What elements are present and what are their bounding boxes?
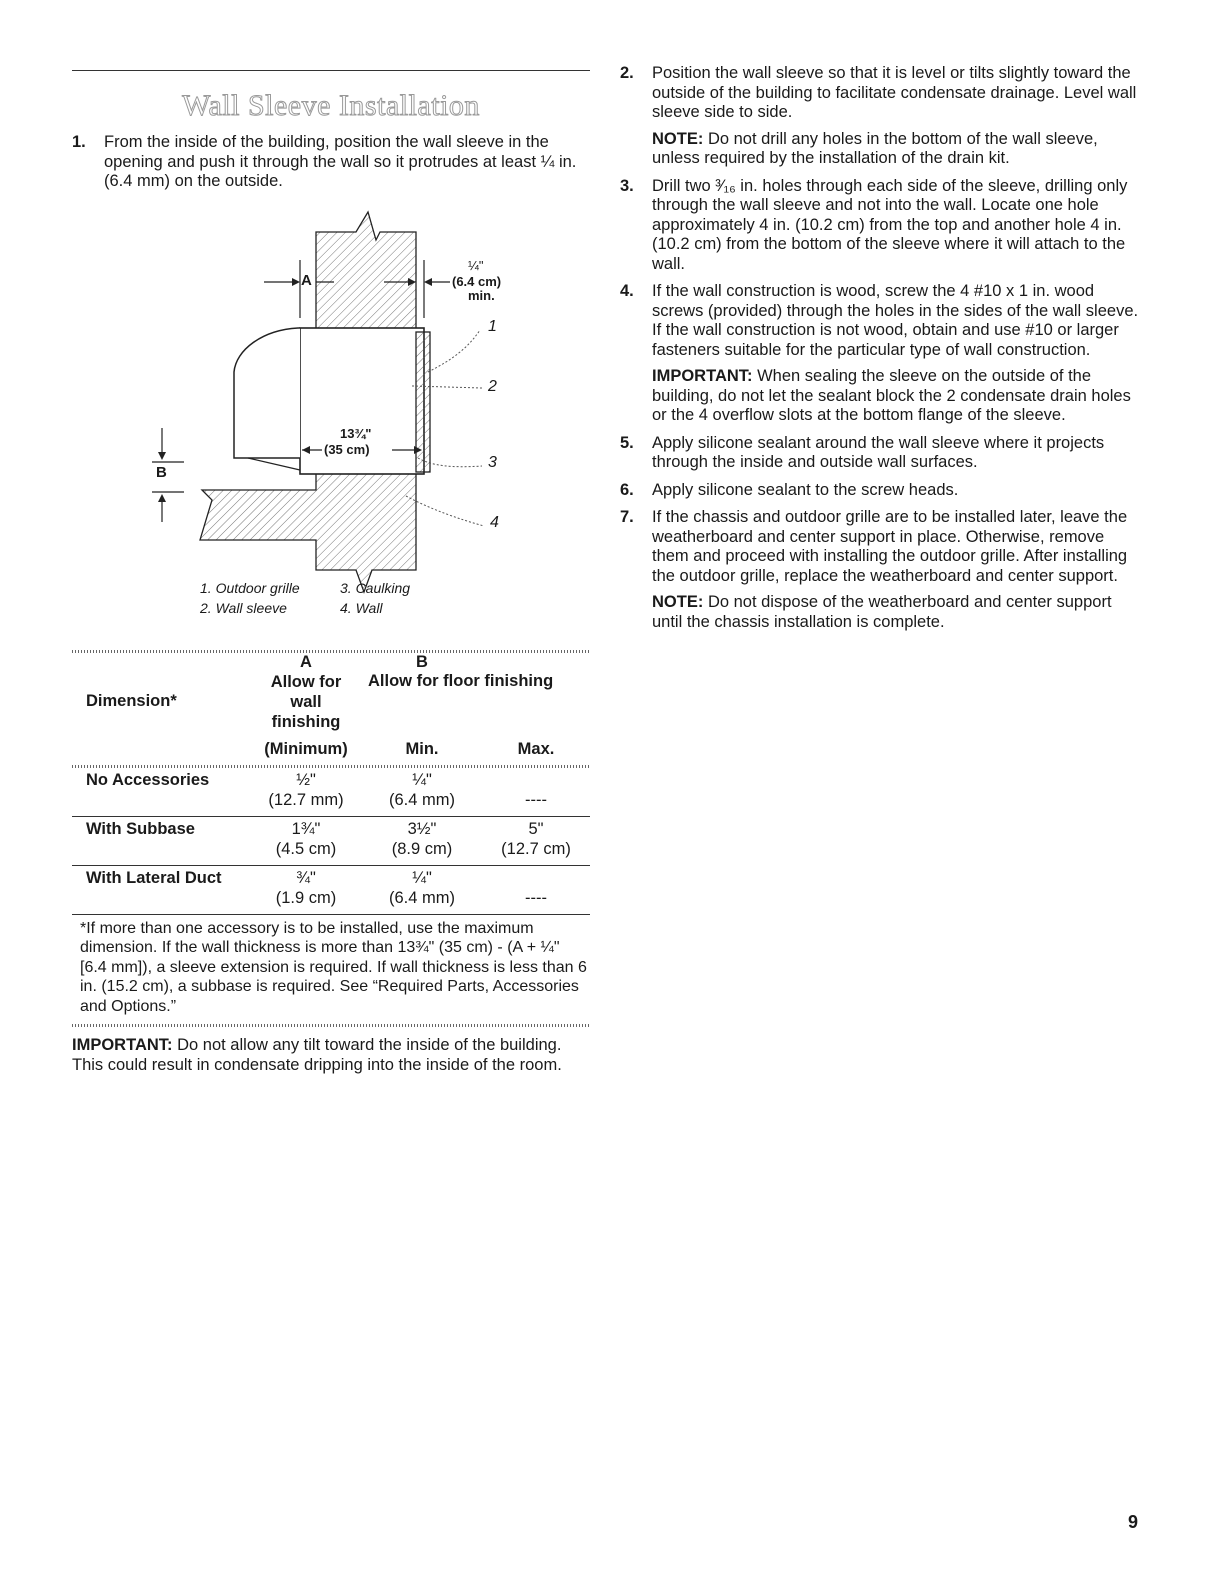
step-6 <box>620 481 1145 501</box>
left-column <box>72 60 590 1075</box>
step-text: If the chassis and outdoor grille are to be installed later, leave the weatherboard and center support in place. Otherwise, remove them and proceed with installing the outdoor grille. After installing the outdoor grille, replace the weatherboard and center support. <box>652 508 1128 585</box>
callout-2: 2 <box>488 377 497 395</box>
row-name: With Lateral Duct <box>86 868 222 887</box>
note-label: NOTE: <box>652 593 704 611</box>
legend-item-2: 2. Wall sleeve <box>200 599 287 616</box>
dimension-b-label: B <box>156 463 167 481</box>
cell-max: 5" <box>528 819 544 838</box>
legend-item-4: 4. Wall <box>340 599 383 616</box>
step-text: Apply silicone sealant to the screw heads. <box>652 480 959 499</box>
dimension-quarter-cm: (6.4 cm) <box>452 273 502 289</box>
callout-1: 1 <box>488 317 497 335</box>
dimension-min: min. <box>468 287 495 303</box>
dimension-a-label: A <box>301 271 312 289</box>
table-row <box>72 768 590 810</box>
step-5 <box>620 434 1145 473</box>
step-1 <box>72 133 590 192</box>
important-note <box>72 1035 590 1075</box>
column-b-letter: B <box>416 652 428 671</box>
section-title: Wall Sleeve Installation <box>182 89 480 122</box>
table-row <box>72 817 590 859</box>
step-note <box>652 130 1145 169</box>
cell-a: 1¾" <box>291 819 321 838</box>
cell-min-metric: (6.4 mm) <box>389 790 455 809</box>
cell-max-metric: (12.7 cm) <box>501 839 571 858</box>
important-label: IMPORTANT: <box>72 1036 173 1054</box>
table-row <box>72 866 590 908</box>
max-header: Max. <box>517 739 555 758</box>
cell-a-metric: (4.5 cm) <box>275 839 337 858</box>
step-3 <box>620 177 1145 275</box>
minimum-header: (Minimum) <box>264 739 348 758</box>
table-header-units <box>72 732 590 765</box>
step-7 <box>620 508 1145 632</box>
step-text: Drill two ³⁄₁₆ in. holes through each side of the sleeve, drilling only through the wall sleeve and not into the wall. Locate one hole approximately 4 in. (10.2 cm) from the top and another hole 4 in. (10.2 cm) from the bottom of the sleeve where it will attach to the wall. <box>652 176 1128 273</box>
step-number: 5. <box>620 433 634 452</box>
legend-item-3: 3. Caulking <box>340 579 411 596</box>
cell-a: ¾" <box>296 868 316 887</box>
section-rule <box>72 70 590 71</box>
cell-a-metric: (12.7 mm) <box>268 790 344 809</box>
step-text: From the inside of the building, position the wall sleeve in the opening and push it through the wall so it protrudes at least ¼ in. (6.4 mm) on the outside. <box>104 133 577 190</box>
table-bottom-rule <box>72 1024 590 1027</box>
important-text: Do not allow any tilt toward the inside of the building. This could result in condensate dripping into the inside of the room. <box>72 1036 562 1074</box>
step-text: Position the wall sleeve so that it is level or tilts slightly toward the outside of the building to facilitate condensate drainage. Level wall sleeve side to side. <box>652 64 1137 121</box>
column-a-header-line: wall <box>290 692 322 711</box>
note-text: Do not drill any holes in the bottom of the wall sleeve, unless required by the installation of the drain kit. <box>652 129 1098 167</box>
step-number: 4. <box>620 282 634 300</box>
cell-max-metric: ---- <box>525 790 547 809</box>
dimension-depth-cm: (35 cm) <box>324 441 370 457</box>
cell-min: 3½" <box>407 819 437 838</box>
step-number: 1. <box>72 133 86 151</box>
step-number: 2. <box>620 64 634 82</box>
cell-min-metric: (6.4 mm) <box>389 888 455 907</box>
step-number: 3. <box>620 176 634 195</box>
column-a-header-line: Allow for <box>270 672 342 691</box>
table-header-letters <box>72 653 590 672</box>
note-text: Do not dispose of the weatherboard and center support until the chassis installation is complete. <box>652 593 1112 631</box>
column-a-header <box>250 672 362 732</box>
diagram-drawing <box>72 200 590 650</box>
cell-min: ¼" <box>412 868 432 887</box>
row-name: No Accessories <box>86 770 210 789</box>
cell-max <box>482 770 590 790</box>
note-label: NOTE: <box>652 129 704 148</box>
row-divider <box>72 914 590 915</box>
right-column <box>620 64 1145 640</box>
cell-min: ¼" <box>412 770 432 789</box>
dimension-quarter: ¼" <box>468 257 484 273</box>
note-text: When sealing the sleeve on the outside of the building, do not let the sealant block the 2 condensate drain holes or the 4 overflow slots at the bottom flange of the sleeve. <box>652 367 1131 424</box>
cell-min-metric: (8.9 cm) <box>391 839 453 858</box>
step-text: If the wall construction is wood, screw the 4 #10 x 1 in. wood screws (provided) through the holes in the sides of the wall sleeve. If the wall construction is not wood, obtain and use #10 or larger fasteners suitable for the particular type of wall construction. <box>652 282 1139 359</box>
dimension-header: Dimension* <box>86 692 177 710</box>
row-name: With Subbase <box>86 819 195 838</box>
step-text: Apply silicone sealant around the wall sleeve where it projects through the inside and outside wall surfaces. <box>652 433 1105 471</box>
step-4 <box>620 282 1145 426</box>
cell-max <box>482 868 590 888</box>
step-note <box>652 367 1145 426</box>
legend-item-1: 1. Outdoor grille <box>200 579 300 596</box>
min-header: Min. <box>405 739 439 758</box>
step-2 <box>620 64 1145 169</box>
cell-a-metric: (1.9 cm) <box>275 888 337 907</box>
table-header-titles <box>72 672 590 732</box>
column-a-header-line: finishing <box>271 712 341 731</box>
step-number: 7. <box>620 508 634 526</box>
callout-3: 3 <box>488 453 497 471</box>
step-number: 6. <box>620 480 634 499</box>
page-number: 9 <box>1128 1512 1139 1532</box>
column-a-letter: A <box>300 652 312 671</box>
table-footnote: *If more than one accessory is to be installed, use the maximum dimension. If the wall thickness is more than 13¾" (35 cm) - (A + ¼" [6.4 mm]), a sleeve extension is required. If wall thickness is less than 6 in. (15.2 cm), a subbase is required. See “Required Parts, Accessories and Options.” <box>80 919 587 1015</box>
callout-4: 4 <box>490 513 499 531</box>
cell-a: ½" <box>296 770 316 789</box>
column-b-header: Allow for floor finishing <box>368 671 554 690</box>
dimension-depth: 13¾" <box>340 425 372 441</box>
wall-sleeve-diagram <box>72 200 590 650</box>
dimension-table <box>72 653 590 915</box>
step-note <box>652 593 1145 632</box>
note-label: IMPORTANT: <box>652 367 753 385</box>
cell-max-metric: ---- <box>525 888 547 907</box>
